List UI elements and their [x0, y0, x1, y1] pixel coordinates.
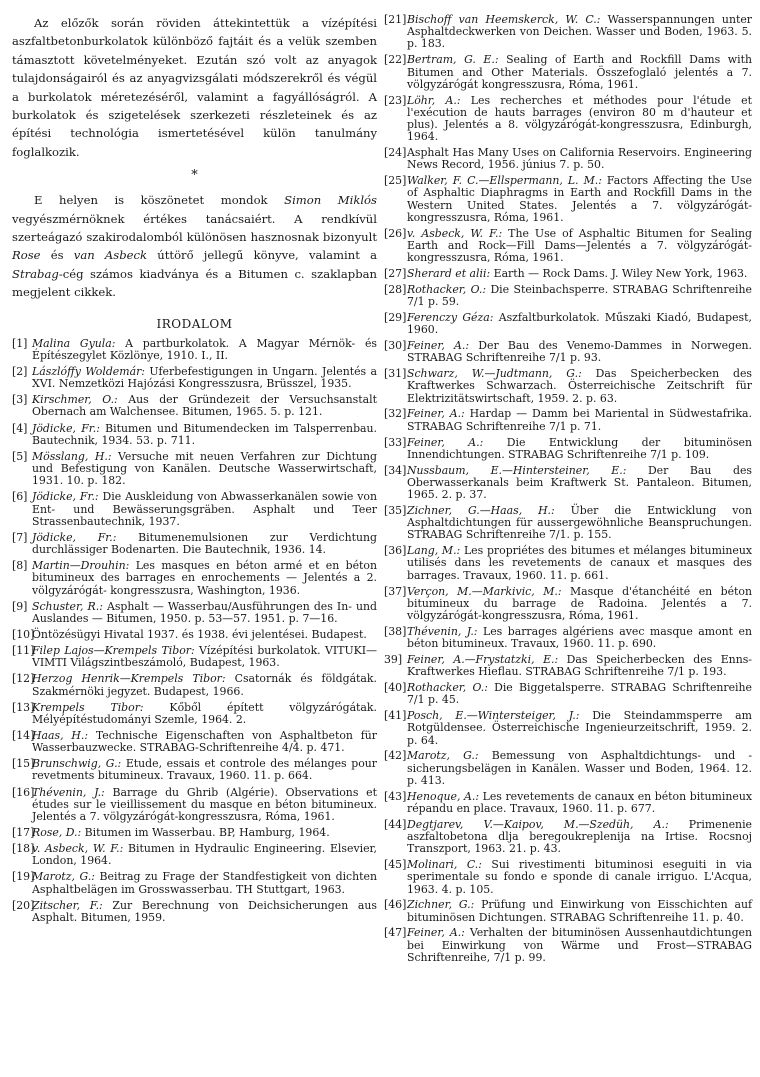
reference-item: [384, 437, 752, 461]
acknowledgement-text: és: [40, 248, 74, 263]
reference-item: [384, 95, 752, 144]
reference-number: [1]: [12, 336, 28, 350]
reference-item: [384, 819, 752, 856]
reference-text: Sealing of Earth and Rockfill Dams with Bitumen and Other Materials. Összefoglaló jelentés a 7. völgyzárógát kongresszusra, Róma, 1961.: [407, 53, 752, 91]
reference-author: Ferenczy Géza:: [407, 310, 494, 324]
reference-text: Zur Berechnung von Deichsicherungen aus Asphalt. Bitumen, 1959.: [32, 898, 377, 924]
reference-text: Les recherches et méthodes pour l'étude et l'exécution de hauts barrages (environ 80 m d'hauteur et plus). Jelentés a 8. völgyzárógát-kongresszusra, Edinburgh, 1964.: [407, 93, 752, 144]
reference-number: [28]: [384, 282, 407, 296]
reference-author: Feiner, A.—Frystatzki, E.:: [407, 652, 559, 666]
reference-number: [37]: [384, 584, 407, 598]
reference-text: Verhalten der bituminösen Aussenhautdichtungen bei Einwirkung von Wärme und Frost—STRABAG Schriftenreihe, 7/1 p. 99.: [407, 926, 752, 964]
reference-number: [13]: [12, 700, 35, 714]
reference-author: Mösslang, H.:: [32, 449, 112, 463]
acknowledged-person: Simon Miklós: [284, 193, 377, 208]
reference-item: [384, 54, 752, 91]
reference-author: Thévenin, J.:: [32, 785, 105, 799]
reference-text: Über die Entwicklung von Asphaltdichtungen für aussergewöhnliche Beanspruchungen. STRABAG Schriftenreihe 7/1. p. 155.: [407, 503, 752, 542]
reference-text: Aszfaltburkolatok. Műszaki Kiadó, Budapest, 1960.: [407, 310, 752, 337]
reference-text: Bitumen in Hydraulic Engineering. Elsevier, London, 1964.: [32, 842, 377, 868]
reference-item: [384, 710, 752, 747]
reference-number: [4]: [12, 421, 28, 435]
reference-number: [34]: [384, 463, 407, 477]
reference-number: [8]: [12, 559, 28, 573]
reference-item: [384, 791, 752, 815]
reference-text: Die Biggetalsperre. STRABAG Schriftenreihe 7/1 p. 45.: [407, 681, 753, 707]
reference-number: [29]: [384, 310, 407, 324]
reference-text: Asphalt — Wasserbau/Ausführungen des In- und Auslandes — Bitumen, 1950. p. 53—57. 1951. p. 7—16.: [32, 599, 377, 625]
reference-author: Lászlóffy Woldemár:: [32, 364, 145, 378]
reference-author: Molinari, C.:: [407, 858, 482, 872]
reference-number: [12]: [12, 672, 35, 686]
reference-number: [19]: [12, 870, 35, 884]
reference-number: [10]: [12, 627, 35, 641]
reference-text: Les revetements de canaux en béton bitumineux répandu en place. Travaux, 1960. 11. p. 677.: [407, 789, 752, 815]
reference-author: Jödicke, Fr.:: [32, 530, 117, 544]
reference-author: Posch, E.—Wintersteiger, J.:: [407, 709, 580, 723]
reference-number: [38]: [384, 624, 407, 638]
reference-item: [384, 368, 752, 405]
reference-author: Marotz, G.:: [32, 870, 95, 884]
reference-text: Bitumenemulsionen zur Verdichtung durchlässiger Bodenarten. Die Bautechnik, 1936. 14.: [32, 530, 378, 557]
reference-author: Verçon, M.—Markivic, M.:: [407, 584, 562, 598]
reference-text: Csatornák és földgátak. Szakmérnöki jegyzet. Budapest, 1966.: [32, 672, 377, 698]
reference-number: [44]: [384, 817, 407, 831]
reference-text: Der Bau des Venemo-Dammes in Norwegen. STRABAG Schriftenreihe 7/1 p. 93.: [407, 339, 752, 365]
reference-number: [25]: [384, 174, 407, 188]
reference-author: Zichner, G.—Haas, H.:: [407, 503, 555, 517]
reference-item: [384, 505, 752, 542]
reference-text: Das Speicherbecken des Kraftwerkes Schwarzach. Österreichische Zeitschrift für Elektrizitätswirtschaft, 1959. 2. p. 63.: [407, 367, 753, 405]
reference-text: Beitrag zu Frage der Standfestigkeit von dichten Asphaltbelägen im Grosswasserbau. TH Stuttgart, 1963.: [32, 870, 378, 896]
reference-text: Bitumen und Bitumendecken im Talsperrenbau. Bautechnik, 1934. 53. p. 711.: [32, 421, 378, 447]
reference-text: Wasserspannungen unter Asphaltdeckwerken von Deichen. Wasser und Boden, 1963. 5. p. 183.: [407, 13, 752, 51]
reference-text: Uferbefestigungen in Ungarn. Jelentés a XVI. Nemzetközi Hajózási Kongresszusra, Brüsszel, 1935.: [32, 364, 377, 391]
reference-item: [384, 465, 752, 502]
reference-item: [12, 532, 377, 556]
reference-number: [2]: [12, 364, 28, 378]
reference-text: Technische Eigenschaften von Asphaltbeton für Wasserbauzwecke. STRABAG-Schriftenreihe 4/4. p. 471.: [32, 728, 377, 755]
reference-item: [384, 586, 752, 623]
reference-text: Barrage du Ghrib (Algérie). Observations et études sur le vieillissement du masque en béton bitumineux. Jelentés a 7. völgyzárógát-kongresszusra, Róma, 1961.: [32, 785, 377, 823]
reference-author: Rothacker, O.:: [407, 282, 487, 296]
reference-author: Bertram, G. E.:: [407, 53, 499, 67]
reference-list-right: [384, 14, 752, 964]
reference-text: Les masques en béton armé et en béton bitumineux des barrages en enrochements — Jelentés a 2. völgyzárógát- kongresszusra, Washington, 1936.: [32, 559, 377, 597]
reference-author: Jödicke, Fr.:: [32, 490, 99, 504]
reference-item: [12, 366, 377, 390]
reference-author: Rothacker, O.:: [407, 681, 488, 695]
reference-text: Prüfung und Einwirkung von Eisschichten auf bituminösen Dichtungen. STRABAG Schriftenreihe 11. p. 40.: [407, 898, 752, 924]
reference-number: [26]: [384, 226, 407, 240]
reference-author: Herzog Henrik—Krempels Tibor:: [32, 672, 226, 686]
reference-author: Henoque, A.:: [407, 789, 479, 803]
reference-author: Feiner, A.:: [407, 926, 465, 940]
intro-paragraph-2: [12, 191, 377, 301]
reference-number: [35]: [384, 503, 407, 517]
reference-author: Sherard et alii:: [407, 266, 491, 280]
reference-author: Walker, F. C.—Ellspermann, L. M.:: [407, 174, 602, 188]
reference-number: [18]: [12, 842, 35, 856]
reference-text: Hardap — Damm bei Mariental in Südwestafrika. STRABAG Schriftenreihe 7/1 p. 71.: [407, 407, 752, 433]
reference-number: [5]: [12, 449, 28, 463]
reference-text: Kőből épített völgyzárógátak. Mélyépítéstudományi Szemle, 1964. 2.: [32, 700, 377, 726]
reference-item: [384, 750, 752, 787]
reference-author: Jödicke, Fr.:: [32, 421, 100, 435]
reference-author: Haas, H.:: [32, 728, 89, 742]
reference-item: [12, 730, 377, 754]
reference-author: Nussbaum, E.—Hintersteiner, E.:: [407, 463, 627, 477]
reference-number: [32]: [384, 407, 407, 421]
reference-author: Brunschwig, G.:: [32, 757, 122, 771]
reference-item: [384, 859, 752, 896]
reference-item: [384, 175, 752, 224]
reference-item: [384, 14, 752, 51]
right-column: [384, 14, 752, 968]
reference-item: [12, 702, 377, 726]
reference-text: Die Auskleidung von Abwasserkanälen sowie von Ent- und Bewässerungsgräben. Asphalt und Teer Strassenbautechnik, 1937.: [32, 490, 378, 528]
reference-item: [384, 284, 752, 308]
reference-item: [12, 629, 377, 641]
reference-text: Der Bau des Oberwasserkanals beim Kraftwerk St. Pantaleon. Bitumen, 1965. 2. p. 37.: [407, 463, 752, 502]
reference-text: A partburkolatok. A Magyar Mérnök- és Építészegylet Közlönye, 1910. I., II.: [32, 336, 377, 362]
reference-item: [384, 654, 752, 678]
reference-text: Das Speicherbecken des Enns-Kraftwerkes Hieflau. STRABAG Schriftenreihe 7/1 p. 193.: [407, 652, 752, 679]
reference-number: [41]: [384, 709, 407, 723]
reference-author: v. Asbeck, W. F.:: [32, 842, 124, 856]
reference-author: Schuster, R.:: [32, 599, 103, 613]
reference-item: [12, 338, 377, 362]
reference-author: Degtjarev, V.—Kaipov, M.—Szedüh, A.:: [407, 817, 669, 831]
reference-text: Les propriétes des bitumes et mélanges bitumineux utilisés dans les revetements de canaux et masques des barrages. Travaux, 1960. 11. p. 661.: [407, 544, 752, 582]
reference-number: [20]: [12, 898, 35, 912]
reference-text: Sui rivestimenti bituminosi eseguiti in via sperimentale su fondo e sponde di canale irriguo. L'Acqua, 1963. 4. p. 105.: [407, 858, 753, 896]
reference-number: [21]: [384, 13, 407, 26]
reference-text: Primenenie aszfaltobetona dlja beregoukreplenija na Irtise. Rocsnoj Transzport, 1963. 21. p. 43.: [407, 817, 752, 856]
reference-number: [40]: [384, 681, 407, 695]
reference-text: Die Steinbachsperre. STRABAG Schriftenreihe 7/1 p. 59.: [407, 282, 752, 309]
reference-text: Öntözésügyi Hivatal 1937. és 1938. évi jelentései. Budapest.: [32, 627, 367, 641]
reference-item: [12, 787, 377, 824]
reference-author: Filep Lajos—Krempels Tibor:: [32, 644, 195, 658]
reference-text: Les barrages algériens avec masque amont en béton bitumineux. Travaux, 1960. 11. p. 690.: [407, 624, 752, 651]
reference-number: [36]: [384, 544, 407, 558]
reference-item: [384, 626, 752, 650]
reference-author: Zitscher, F.:: [32, 898, 103, 912]
reference-number: [15]: [12, 757, 35, 771]
reference-number: [9]: [12, 599, 28, 613]
reference-item: [384, 340, 752, 364]
acknowledgement-text: E helyen is köszönetet mondok: [34, 193, 285, 208]
cited-company-strabag: Strabag: [12, 266, 59, 281]
acknowledgement-text: vegyészmérnöknek értékes tanácsaiért. A rendkívül szerteágazó szakirodalomból különösen hasznosnak bizonyult: [12, 211, 377, 245]
reference-item: [384, 545, 752, 582]
reference-number: [43]: [384, 789, 407, 803]
intro-section: [12, 14, 377, 302]
reference-text: Bemessung von Asphaltdichtungs- und -sicherungsbelägen in Kanälen. Wasser und Boden, 1964. 12. p. 413.: [407, 749, 752, 787]
reference-item: [384, 312, 752, 336]
reference-item: [12, 645, 377, 669]
reference-number: [45]: [384, 858, 407, 872]
reference-author: Martin—Drouhin:: [32, 559, 130, 573]
reference-number: [42]: [384, 749, 407, 763]
reference-number: [27]: [384, 266, 407, 280]
reference-number: [46]: [384, 898, 407, 912]
reference-text: Asphalt Has Many Uses on California Reservoirs. Engineering News Record, 1956. június 7. p. 50.: [407, 146, 752, 172]
reference-author: Löhr, A.:: [407, 93, 461, 107]
reference-item: [12, 900, 377, 924]
references-heading: IRODALOM: [156, 316, 233, 331]
reference-item: [12, 827, 377, 839]
reference-author: v. Asbeck, W. F.:: [407, 226, 503, 240]
reference-item: [384, 682, 752, 706]
intro-paragraph-1: Az előzők során röviden áttekintettük a vízépítési aszfaltbetonburkolatok különböző fajtáit és a velük szemben támasztott követelményeket. Ezután szó volt az anyagok tulajdonságairól és az anyagvizsgálati módszerekről és végül a burkolatok méretezéséről, valamint a fagyállóságról. A burkolatok és szigetelések szerkezeti részleteinek és az építési technológia ismertetésével külön tanulmány foglalkozik.: [12, 16, 377, 159]
reference-number: [33]: [384, 435, 407, 449]
reference-item: [384, 147, 752, 171]
reference-author: Lang, M.:: [407, 544, 461, 558]
cited-author-rose: Rose: [12, 248, 41, 263]
reference-item: [12, 394, 377, 418]
acknowledgement-text: -cég számos kiadványa és a Bitumen c. szaklapban megjelent cikkek.: [12, 266, 377, 300]
reference-author: Malina Gyula:: [32, 336, 116, 350]
reference-text: Factors Affecting the Use of Asphaltic Diaphragms in Earth and Rockfill Dams in the Western United States. Jelentés a 7. völgyzárógát-kongresszusra, Róma, 1961.: [407, 174, 752, 224]
reference-item: [12, 601, 377, 625]
reference-list-left: [12, 338, 377, 924]
reference-author: Krempels Tibor:: [32, 700, 144, 714]
reference-item: [12, 451, 377, 488]
reference-author: Marotz, G.:: [407, 749, 479, 763]
reference-author: Feiner, A.:: [407, 435, 484, 449]
reference-item: [384, 268, 752, 280]
reference-number: [14]: [12, 728, 35, 742]
reference-item: [12, 758, 377, 782]
reference-number: [17]: [12, 826, 35, 840]
acknowledgement-text: úttörő jellegű könyve, valamint a: [147, 248, 377, 263]
reference-text: Etude, essais et controle des mélanges pour revetments bitumineux. Travaux, 1960. 11. p. 664.: [32, 757, 377, 783]
reference-text: Masque d'étanchéité en béton bitumineux du barrage de Radoina. Jelentés a 7. völgyzárógát-kongresszusra, Róma, 1961.: [407, 584, 752, 622]
reference-text: Vízépítési burkolatok. VITUKI—VIMTI Világszintbeszámoló, Budapest, 1963.: [32, 644, 377, 670]
reference-author: Feiner, A.:: [407, 407, 465, 421]
reference-author: Schwarz, W.—Judtmann, G.:: [407, 367, 582, 381]
reference-text: Aus der Gründezeit der Versuchsanstalt Obernach am Walchensee. Bitumen, 1965. 5. p. 121.: [32, 393, 377, 419]
reference-number: [7]: [12, 530, 28, 544]
reference-author: Bischoff van Heemskerck, W. C.:: [407, 13, 601, 26]
reference-item: [12, 423, 377, 447]
reference-text: Bitumen im Wasserbau. BP, Hamburg, 1964.: [81, 826, 330, 840]
reference-text: Versuche mit neuen Verfahren zur Dichtung und Befestigung von Kanälen. Deutsche Wasserwirtschaft, 1931. 10. p. 182.: [32, 449, 377, 488]
reference-text: Die Steindammsperre am Rotgüldensee. Österreichische Ingenieurzeitschrift, 1959. 2. p. 64.: [407, 709, 752, 747]
reference-number: [23]: [384, 93, 407, 107]
reference-author: Thévenin, J.:: [407, 624, 478, 638]
reference-number: [11]: [12, 644, 35, 658]
reference-number: [16]: [12, 785, 35, 799]
reference-number: [24]: [384, 146, 407, 160]
reference-author: Feiner, A.:: [407, 339, 470, 353]
reference-item: [384, 408, 752, 432]
left-column: [12, 14, 377, 928]
reference-author: Rose, D.:: [32, 826, 82, 840]
reference-item: [12, 843, 377, 867]
reference-item: [12, 560, 377, 597]
reference-number: [3]: [12, 393, 28, 407]
reference-text: Earth — Rock Dams. J. Wiley New York, 1963.: [490, 266, 748, 280]
reference-item: [12, 871, 377, 895]
reference-text: The Use of Asphaltic Bitumen for Sealing Earth and Rock—Fill Dams—Jelentés a 7. völgyzárógát-kongresszusra, Róma, 1961.: [407, 226, 752, 265]
reference-number: [30]: [384, 339, 407, 353]
reference-item: [384, 927, 752, 964]
reference-text: Die Entwicklung der bituminösen Innendichtungen. STRABAG Schriftenreihe 7/1 p. 109.: [407, 435, 752, 461]
reference-item: [12, 491, 377, 528]
reference-item: [12, 673, 377, 697]
reference-item: [384, 228, 752, 265]
section-separator-star: *: [191, 168, 198, 184]
reference-number: [31]: [384, 367, 407, 381]
reference-number: 39]: [384, 652, 403, 666]
reference-author: Zichner, G.:: [407, 898, 475, 912]
reference-number: [22]: [384, 53, 407, 67]
cited-author-van-asbeck: van Asbeck: [73, 248, 148, 263]
reference-number: [6]: [12, 490, 28, 504]
reference-item: [384, 899, 752, 923]
reference-number: [47]: [384, 926, 407, 940]
reference-author: Kirschmer, O.:: [32, 393, 118, 407]
